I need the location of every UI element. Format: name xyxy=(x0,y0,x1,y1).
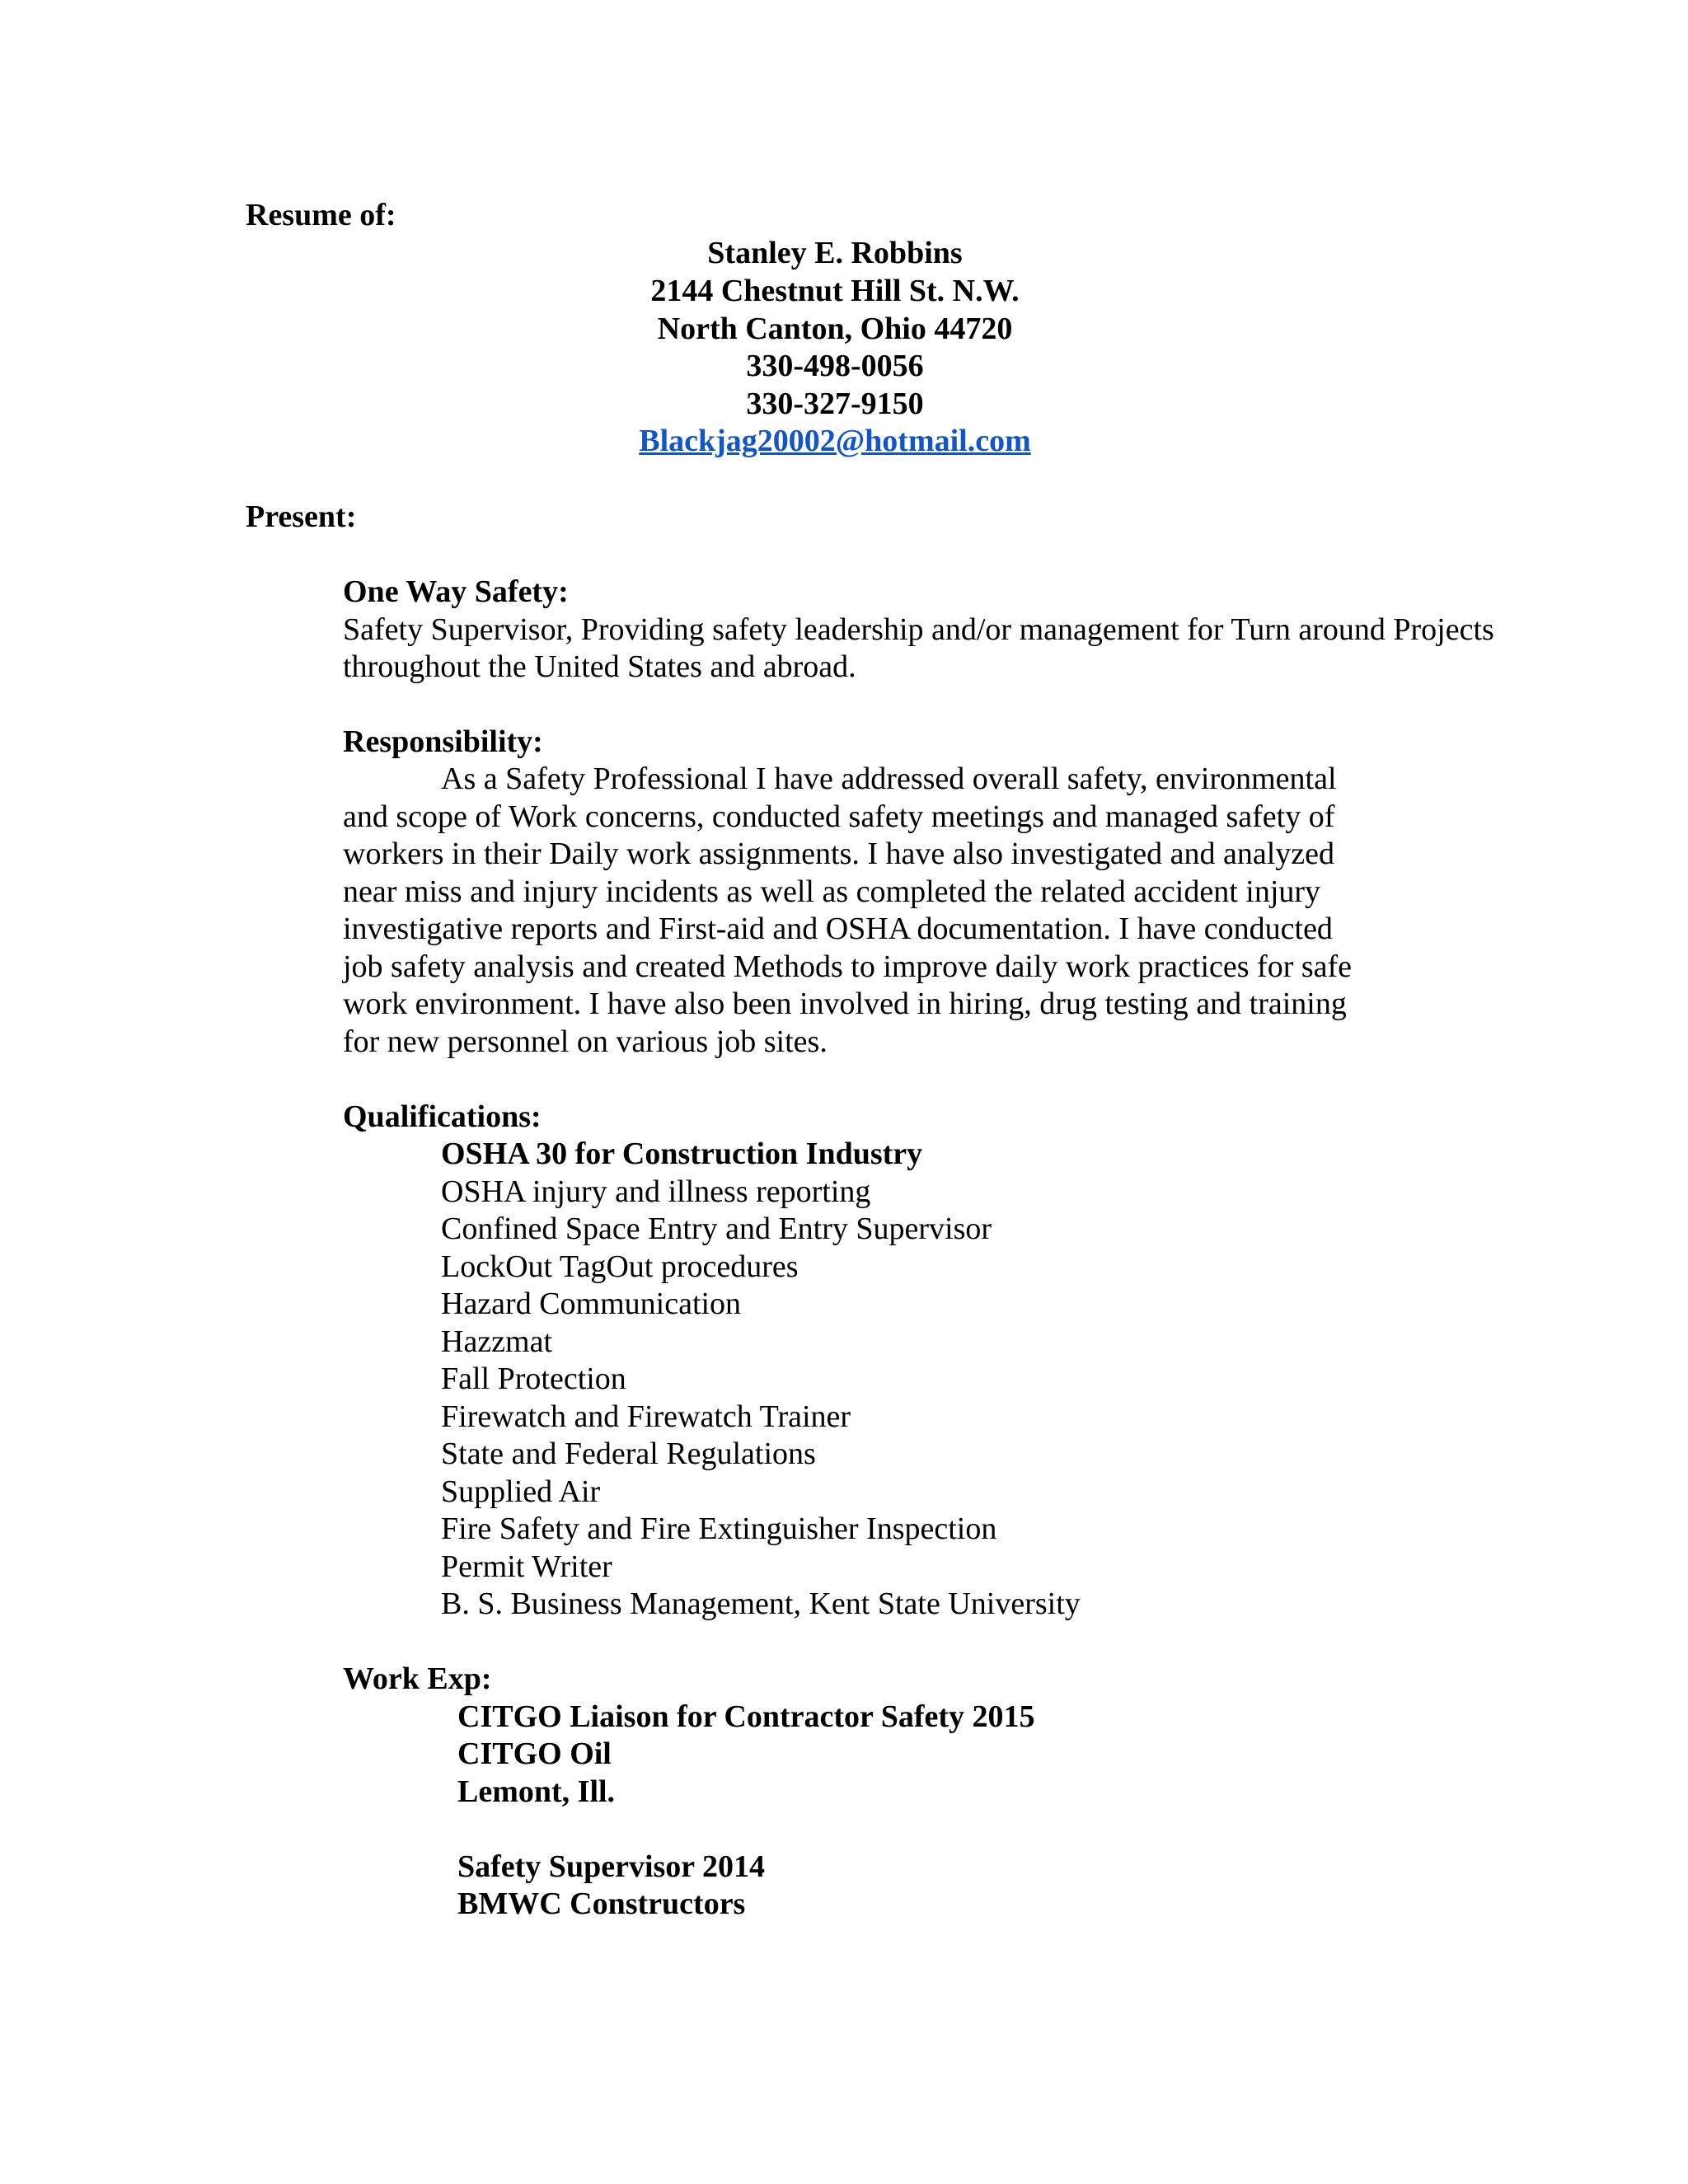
current-employer-name: One Way Safety: xyxy=(343,574,569,609)
responsibility-line: near miss and injury incidents as well as completed the related accident injury xyxy=(343,874,1321,909)
qualification-item: Permit Writer xyxy=(441,1549,612,1584)
current-employer-description-line: Safety Supervisor, Providing safety leadership and/or management for Turn around Projects xyxy=(343,612,1494,647)
qualification-item: Hazard Communication xyxy=(441,1286,742,1321)
qualification-item: Firewatch and Firewatch Trainer xyxy=(441,1399,851,1434)
responsibility-line: workers in their Daily work assignments. I have also investigated and analyzed xyxy=(343,837,1334,871)
contact-name: Stanley E. Robbins xyxy=(707,236,963,270)
qualification-item: Confined Space Entry and Entry Supervisor xyxy=(441,1212,992,1246)
job-title: CITGO Liaison for Contractor Safety 2015 xyxy=(457,1699,1035,1734)
job-title: Safety Supervisor 2014 xyxy=(457,1849,765,1884)
qualification-item: B. S. Business Management, Kent State University xyxy=(441,1586,1081,1621)
contact-phone-1: 330-498-0056 xyxy=(746,349,924,383)
present-label: Present: xyxy=(246,499,357,534)
responsibility-line: for new personnel on various job sites. xyxy=(343,1024,828,1059)
qualification-item: Hazzmat xyxy=(441,1324,553,1359)
email-link[interactable]: Blackjag20002@hotmail.com xyxy=(639,424,1031,458)
contact-phone-2: 330-327-9150 xyxy=(746,387,924,421)
responsibility-line: job safety analysis and created Methods to improve daily work practices for safe xyxy=(343,949,1353,984)
qualification-item: Supplied Air xyxy=(441,1474,601,1509)
contact-address-line1: 2144 Chestnut Hill St. N.W. xyxy=(650,274,1020,308)
qualification-item: Fire Safety and Fire Extinguisher Inspection xyxy=(441,1511,997,1546)
responsibility-line: investigative reports and First-aid and OSHA documentation. I have conducted xyxy=(343,912,1333,946)
job-location: Lemont, Ill. xyxy=(457,1774,616,1809)
qualifications-heading: Qualifications: xyxy=(343,1099,542,1134)
work-experience-heading: Work Exp: xyxy=(343,1661,492,1696)
qualification-item: State and Federal Regulations xyxy=(441,1436,816,1471)
qualification-item: Fall Protection xyxy=(441,1361,626,1396)
job-company: BMWC Constructors xyxy=(457,1886,746,1921)
job-company: CITGO Oil xyxy=(457,1736,612,1771)
qualification-item: OSHA injury and illness reporting xyxy=(441,1174,871,1209)
resume-label: Resume of: xyxy=(246,198,396,232)
responsibility-line: work environment. I have also been involved in hiring, drug testing and training xyxy=(343,987,1347,1021)
qualification-item: OSHA 30 for Construction Industry xyxy=(441,1137,923,1171)
responsibility-line: and scope of Work concerns, conducted safety meetings and managed safety of xyxy=(343,799,1335,834)
qualification-item: LockOut TagOut procedures xyxy=(441,1249,799,1284)
responsibility-line: As a Safety Professional I have addressed overall safety, environmental xyxy=(441,762,1337,796)
email-line xyxy=(0,422,1670,460)
contact-address-line2: North Canton, Ohio 44720 xyxy=(657,312,1013,346)
responsibility-heading: Responsibility: xyxy=(343,724,543,759)
current-employer-description-line: throughout the United States and abroad. xyxy=(343,649,856,684)
